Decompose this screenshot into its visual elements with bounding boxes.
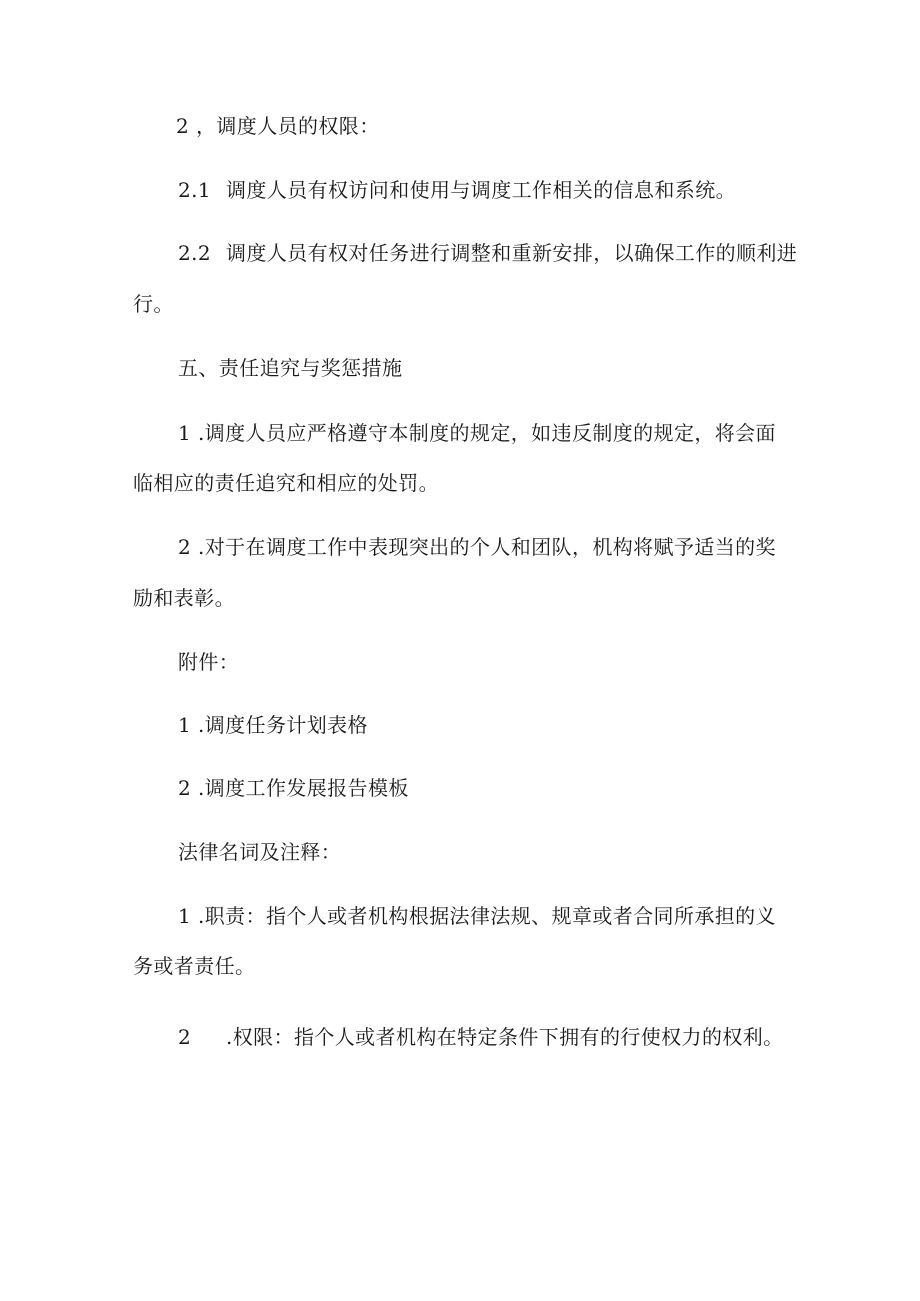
- item-5-1-text-line-2: 临相应的责任追究和相应的处罚。: [133, 471, 439, 495]
- section-2-heading: [176, 113, 380, 139]
- item-2-2-line-1: [178, 240, 797, 266]
- attachments-title: 附件：: [178, 650, 240, 674]
- item-2-2-line-2: [133, 291, 174, 317]
- section-5-heading: [178, 355, 402, 381]
- item-5-1-line-1: [178, 420, 776, 446]
- item-2-2-number: 2.2: [178, 241, 212, 265]
- item-5-1-text-line-1: .调度人员应严格遵守本制度的规定，如违反制度的规定，将会面: [198, 421, 776, 445]
- glossary-2-text: .权限：指个人或者机构在特定条件下拥有的行使权力的权利。: [226, 1025, 784, 1049]
- glossary-1-text-line-1: .职责：指个人或者机构根据法律法规、规章或者合同所承担的义: [198, 904, 776, 928]
- attachment-1: [178, 712, 368, 738]
- glossary-1-line-2: [133, 953, 255, 979]
- item-2-1-number: 2.1: [178, 178, 212, 202]
- glossary-2-number: 2: [178, 1025, 192, 1049]
- glossary-2: [178, 1024, 784, 1050]
- glossary-1-text-line-2: 务或者责任。: [133, 954, 256, 978]
- item-2-1: [178, 177, 736, 203]
- item-5-1-number: 1: [178, 421, 192, 445]
- attachment-1-text: .调度任务计划表格: [198, 713, 368, 737]
- glossary-title: 法律名词及注释：: [178, 840, 342, 864]
- attachment-2-text: .调度工作发展报告模板: [198, 776, 409, 800]
- attachment-1-number: 1: [178, 713, 192, 737]
- section-2-number: 2: [176, 114, 190, 138]
- item-5-1-line-2: [133, 470, 439, 496]
- glossary-1-line-1: [178, 903, 776, 929]
- attachment-2-number: 2: [178, 776, 192, 800]
- glossary-1-number: 1: [178, 904, 192, 928]
- item-5-2-text-line-2: 励和表彰。: [133, 586, 235, 610]
- section-2-title: ，调度人员的权限：: [196, 114, 380, 138]
- attachments-heading: [178, 649, 239, 675]
- item-2-2-text-line-2: 行。: [133, 292, 174, 316]
- item-5-2-text-line-1: .对于在调度工作中表现突出的个人和团队，机构将赋予适当的奖: [198, 535, 776, 559]
- item-2-1-text: 调度人员有权访问和使用与调度工作相关的信息和系统。: [226, 178, 736, 202]
- section-5-title: 五、责任追究与奖惩措施: [178, 356, 403, 380]
- item-5-2-number: 2: [178, 535, 192, 559]
- glossary-heading: [178, 839, 341, 865]
- item-5-2-line-2: [133, 585, 235, 611]
- attachment-2: [178, 775, 409, 801]
- item-5-2-line-1: [178, 534, 776, 560]
- item-2-2-text-line-1: 调度人员有权对任务进行调整和重新安排，以确保工作的顺利进: [226, 241, 798, 265]
